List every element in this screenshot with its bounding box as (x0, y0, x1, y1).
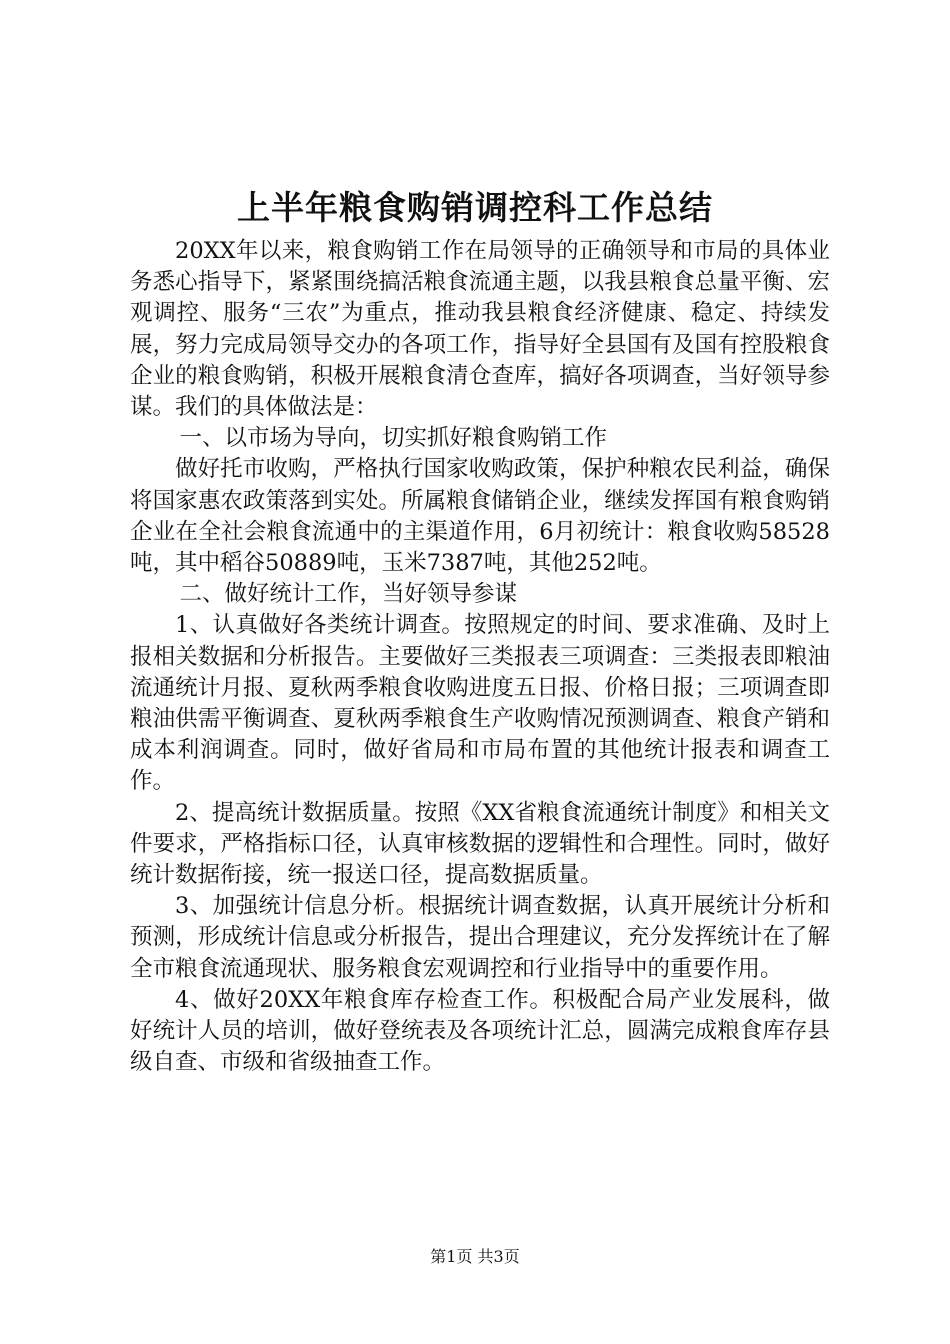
item-3-paragraph: 3、加强统计信息分析。根据统计调查数据，认真开展统计分析和预测，形成统计信息或分析报告，提出合理建议，充分发挥统计在了解全市粮食流通现状、服务粮食宏观调控和行业指导中的重要作用。 (130, 893, 830, 982)
document-body (130, 236, 830, 1078)
document-title: 上半年粮食购销调控科工作总结 (237, 188, 713, 227)
section-1-paragraph: 做好托市收购，严格执行国家收购政策，保护种粮农民利益，确保将国家惠农政策落到实处。所属粮食储销企业，继续发挥国有粮食购销企业在全社会粮食流通中的主渠道作用，6月初统计：粮食收购58528吨，其中稻谷50889吨，玉米7387吨，其他252吨。 (130, 456, 830, 577)
item-2-paragraph: 2、提高统计数据质量。按照《XX省粮食流通统计制度》和相关文件要求，严格指标口径，认真审核数据的逻辑性和合理性。同时，做好统计数据衔接，统一报送口径，提高数据质量。 (130, 799, 830, 889)
section-heading-1: 一、以市场为导向，切实抓好粮食购销工作 (179, 425, 608, 452)
section-heading-2: 二、做好统计工作，当好领导参谋 (179, 581, 518, 608)
intro-paragraph: 20XX年以来，粮食购销工作在局领导的正确领导和市局的具体业务悉心指导下，紧紧围绕搞活粮食流通主题，以我县粮食总量平衡、宏观调控、服务“三农”为重点，推动我县粮食经济健康、稳定、持续发展，努力完成局领导交办的各项工作，指导好全县国有及国有控股粮食企业的粮食购销，积极开展粮食清仓查库，搞好各项调查，当好领导参谋。我们的具体做法是： (130, 238, 830, 421)
item-1-paragraph: 1、认真做好各类统计调查。按照规定的时间、要求准确、及时上报相关数据和分析报告。主要做好三类报表三项调查：三类报表即粮油流通统计月报、夏秋两季粮食收购进度五日报、价格日报；三项调查即粮油供需平衡调查、夏秋两季粮食生产收购情况预测调查、粮食产销和成本利润调查。同时，做好省局和市局布置的其他统计报表和调查工作。 (130, 612, 830, 795)
page-footer: 第1页 共3页 (430, 1247, 520, 1266)
item-4-paragraph: 4、做好20XX年粮食库存检查工作。积极配合局产业发展科，做好统计人员的培训，做好登统表及各项统计汇总，圆满完成粮食库存县级自查、市级和省级抽查工作。 (130, 986, 830, 1076)
